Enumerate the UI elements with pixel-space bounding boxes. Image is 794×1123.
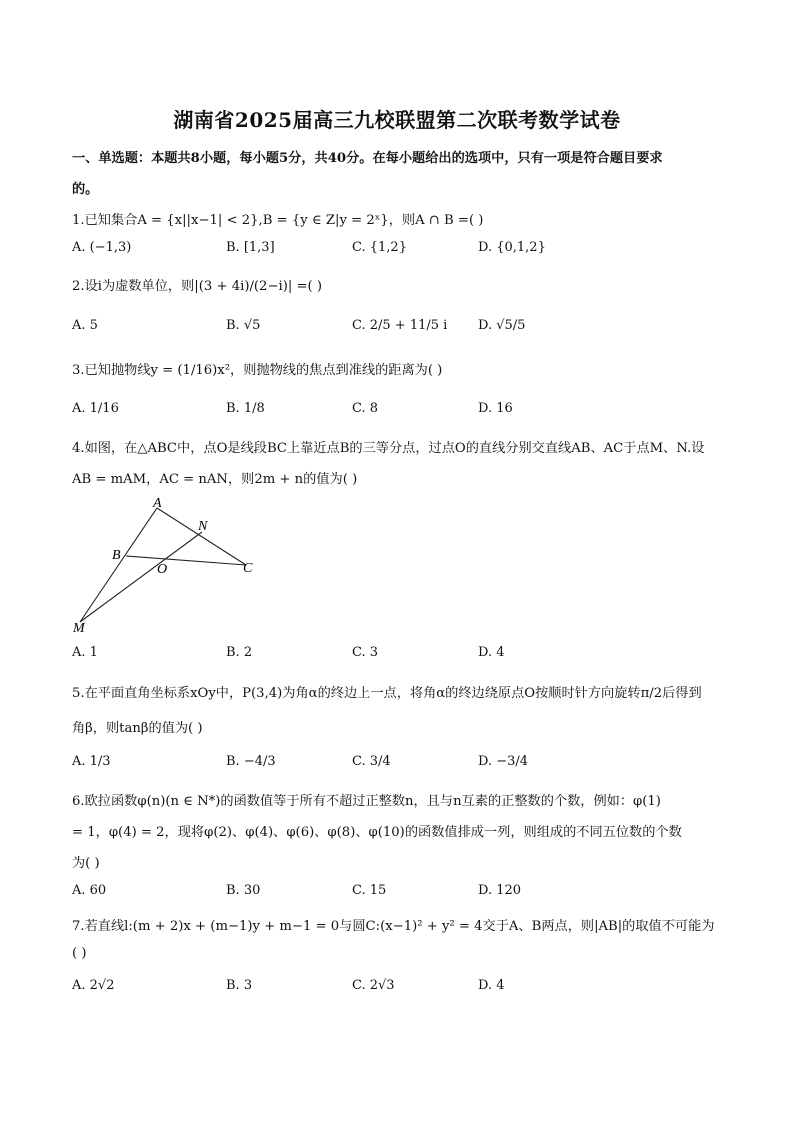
label-n: N — [198, 519, 208, 534]
section-header-cont: 的。 — [72, 182, 99, 197]
question-7-option-b: B. 3 — [226, 978, 253, 993]
question-5-option-a: A. 1/3 — [72, 754, 111, 769]
line-bc — [126, 556, 246, 565]
question-3-option-d: D. 16 — [478, 401, 513, 416]
question-1-option-a: A. (−1,3) — [72, 240, 132, 255]
question-1-option-c: C. {1,2} — [352, 240, 407, 255]
section-header: 一、单选题：本题共8小题，每小题5分，共40分。在每小题给出的选项中，只有一项是符合题目要求 — [72, 151, 663, 166]
question-4-option-c: C. 3 — [352, 645, 379, 660]
question-6-text: 6.欧拉函数φ(n)(n ∈ N*)的函数值等于所有不超过正整数n，且与n互素的正整数的个数，例如：φ(1) — [72, 794, 661, 809]
question-6-option-c: C. 15 — [352, 883, 387, 898]
question-2-option-d: D. √5/5 — [478, 318, 526, 333]
question-5-option-b: B. −4/3 — [226, 754, 276, 769]
question-2-option-c: C. 2/5 + 11/5 i — [352, 318, 448, 333]
question-7-option-c: C. 2√3 — [352, 978, 395, 993]
question-4-text-cont: AB = mAM，AC = nAN，则2m + n的值为( ) — [72, 472, 358, 487]
question-5-text: 5.在平面直角坐标系xOy中，P(3,4)为角α的终边上一点，将角α的终边绕原点O按顺时针方向旋转π/2后得到 — [72, 686, 702, 701]
label-b: B — [112, 548, 121, 563]
triangle-figure — [68, 494, 268, 639]
question-7-option-a: A. 2√2 — [72, 978, 115, 993]
question-7-text-cont: ( ) — [72, 946, 87, 961]
label-o: O — [157, 562, 168, 577]
question-7-option-d: D. 4 — [478, 978, 505, 993]
question-1-text: 1.已知集合A = {x||x−1| < 2},B = {y ∈ Z|y = 2ˣ}，则A ∩ B =( ) — [72, 213, 484, 228]
question-6-option-a: A. 60 — [72, 883, 107, 898]
question-2-option-a: A. 5 — [72, 318, 98, 333]
question-3-option-a: A. 1/16 — [72, 401, 119, 416]
question-3-option-c: C. 8 — [352, 401, 379, 416]
question-6-text-cont: = 1，φ(4) = 2，现将φ(2)、φ(4)、φ(6)、φ(8)、φ(10)的函数值排成一列，则组成的不同五位数的个数 — [72, 825, 682, 840]
question-4-option-a: A. 1 — [72, 645, 98, 660]
page-title: 湖南省2025届高三九校联盟第二次联考数学试卷 — [173, 108, 621, 132]
question-6-option-b: B. 30 — [226, 883, 261, 898]
question-1-option-d: D. {0,1,2} — [478, 240, 546, 255]
question-5-text-cont: 角β，则tanβ的值为( ) — [72, 721, 203, 736]
question-4-text: 4.如图，在△ABC中，点O是线段BC上靠近点B的三等分点，过点O的直线分别交直线AB、AC于点M、N.设 — [72, 441, 705, 456]
question-3-text: 3.已知抛物线y = (1/16)x²，则抛物线的焦点到准线的距离为( ) — [72, 363, 443, 378]
line-mn — [80, 532, 202, 622]
label-c: C — [243, 561, 253, 576]
question-5-option-c: C. 3/4 — [352, 754, 391, 769]
question-4-option-b: B. 2 — [226, 645, 253, 660]
label-m: M — [73, 621, 85, 636]
question-1-option-b: B. [1,3] — [226, 240, 275, 255]
question-5-option-d: D. −3/4 — [478, 754, 529, 769]
question-6-option-d: D. 120 — [478, 883, 522, 898]
question-2-text: 2.设i为虚数单位，则|(3 + 4i)/(2−i)| =( ) — [72, 279, 323, 294]
question-6-text-cont2: 为( ) — [72, 856, 100, 871]
question-3-option-b: B. 1/8 — [226, 401, 265, 416]
line-ac — [157, 508, 246, 565]
label-a: A — [153, 496, 162, 511]
question-2-option-b: B. √5 — [226, 318, 261, 333]
line-am — [80, 508, 157, 622]
question-7-text: 7.若直线l:(m + 2)x + (m−1)y + m−1 = 0与圆C:(x−1)² + y² = 4交于A、B两点，则|AB|的取值不可能为 — [72, 919, 715, 934]
question-4-option-d: D. 4 — [478, 645, 505, 660]
